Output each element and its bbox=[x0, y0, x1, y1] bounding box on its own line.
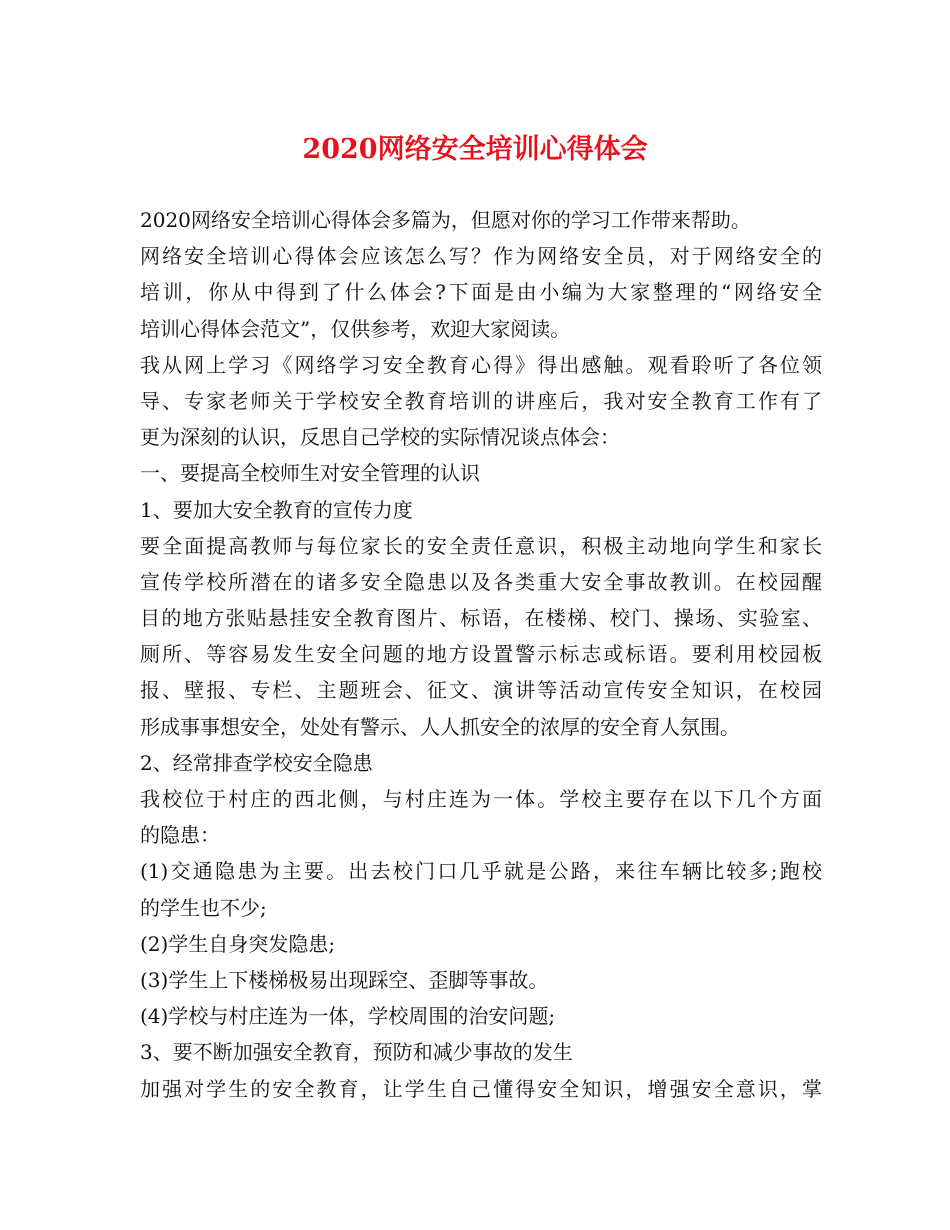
text-line: (2)学生自身突发隐患; bbox=[140, 931, 336, 956]
text-line: 更为深刻的认识，反思自己学校的实际情况谈点体会： bbox=[140, 425, 620, 450]
text-line: 2020网络安全培训心得体会多篇为，但愿对你的学习工作带来帮助。 bbox=[140, 208, 751, 232]
text-line: 加强对学生的安全教育，让学生自己懂得安全知识，增强安全意识，掌 bbox=[140, 1076, 822, 1101]
text-line: 培训心得体会范文”，仅供参考，欢迎大家阅读。 bbox=[140, 316, 571, 341]
text-line: (1)交通隐患为主要。出去校门口几乎就是公路，来往车辆比较多;跑校 bbox=[140, 859, 822, 884]
text-line: 一、要提高全校师生对安全管理的认识 bbox=[140, 461, 480, 486]
text-line: 网络安全培训心得体会应该怎么写？作为网络安全员，对于网络安全的 bbox=[140, 244, 822, 269]
text-line: 厕所、等容易发生安全问题的地方设置警示标志或标语。要利用校园板 bbox=[140, 642, 822, 667]
text-line: 报、壁报、专栏、主题班会、征文、演讲等活动宣传安全知识，在校园 bbox=[140, 678, 822, 703]
document-title: 2020网络安全培训心得体会 bbox=[302, 134, 648, 165]
text-line: 2、经常排查学校安全隐患 bbox=[140, 750, 373, 775]
text-line: 形成事事想安全，处处有警示、人人抓安全的浓厚的安全育人氛围。 bbox=[140, 714, 740, 739]
text-line: 的学生也不少; bbox=[140, 895, 267, 920]
text-line: 的隐患： bbox=[140, 823, 220, 848]
text-line: (4)学校与村庄连为一体，学校周围的治安问题; bbox=[140, 1004, 556, 1029]
text-line: 宣传学校所潜在的诸多安全隐患以及各类重大安全事故教训。在校园醒 bbox=[140, 569, 822, 594]
text-line: 要全面提高教师与每位家长的安全责任意识，积极主动地向学生和家长 bbox=[140, 533, 822, 558]
text-line: 我从网上学习《网络学习安全教育心得》得出感触。观看聆听了各位领 bbox=[140, 352, 822, 377]
text-line: 1、要加大安全教育的宣传力度 bbox=[140, 497, 413, 522]
text-line: 导、专家老师关于学校安全教育培训的讲座后，我对安全教育工作有了 bbox=[140, 388, 822, 413]
text-line: 目的地方张贴悬挂安全教育图片、标语，在楼梯、校门、操场、实验室、 bbox=[140, 606, 822, 631]
text-line: 我校位于村庄的西北侧，与村庄连为一体。学校主要存在以下几个方面 bbox=[140, 787, 822, 811]
text-line: 3、要不断加强安全教育，预防和减少事故的发生 bbox=[140, 1040, 573, 1065]
text-line: 培训，你从中得到了什么体会?下面是由小编为大家整理的“网络安全 bbox=[140, 280, 822, 305]
text-line: (3)学生上下楼梯极易出现踩空、歪脚等事故。 bbox=[140, 967, 549, 992]
document-body bbox=[140, 202, 822, 1107]
